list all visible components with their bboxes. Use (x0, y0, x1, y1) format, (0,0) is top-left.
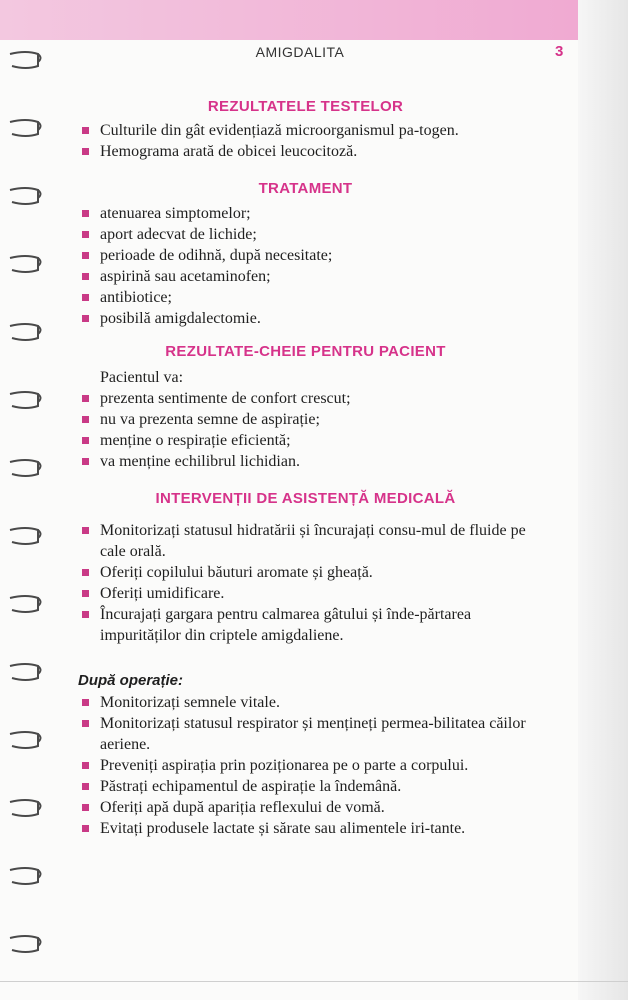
bullet-square-icon (82, 783, 89, 790)
bullet-square-icon (82, 437, 89, 444)
list-item-text: atenuarea simptomelor; (100, 205, 251, 222)
spiral-ring-icon (8, 728, 44, 752)
bullet-square-icon (82, 127, 89, 134)
bullet-square-icon (82, 416, 89, 423)
list-item (78, 818, 533, 839)
header-band (0, 0, 578, 40)
bullet-square-icon (82, 611, 89, 618)
section-title-interventii: INTERVENȚII DE ASISTENȚĂ MEDICALĂ (155, 490, 456, 507)
list-item-text: Hemograma arată de obicei leucocitoză. (100, 143, 358, 160)
list-item-text: Monitorizați statusul hidratării și încurajați consu-mul de fluide pe cale orală. (100, 522, 526, 560)
list-item (78, 430, 533, 451)
list-rezultate-cheie (78, 388, 533, 472)
page-number: 3 (555, 43, 564, 60)
bullet-square-icon (82, 804, 89, 811)
list-item-text: nu va prezenta semne de aspirație; (100, 411, 320, 428)
list-item-text: Păstrați echipamentul de aspirație la îndemână. (100, 778, 402, 795)
bullet-square-icon (82, 527, 89, 534)
page-content (78, 96, 533, 839)
list-item-text: Preveniți aspirația prin poziționarea pe o parte a corpului. (100, 757, 469, 774)
list-item-text: Încurajați gargara pentru calmarea gâtului și înde-părtarea impurităților din criptele amigdaliene. (100, 606, 472, 644)
list-item-text: Monitorizați statusul respirator și mențineți permea-bilitatea căilor aeriene. (100, 715, 526, 753)
bullet-square-icon (82, 762, 89, 769)
spiral-ring-icon (8, 116, 44, 140)
list-item (78, 520, 533, 562)
list-dupa-operatie (78, 692, 533, 839)
list-item (78, 755, 533, 776)
spiral-ring-icon (8, 456, 44, 480)
spiral-ring-icon (8, 660, 44, 684)
section-title-rezultate-cheie: REZULTATE-CHEIE PENTRU PACIENT (165, 343, 446, 360)
list-item-text: va menține echilibrul lichidian. (100, 453, 300, 470)
bullet-square-icon (82, 231, 89, 238)
spiral-ring-icon (8, 864, 44, 888)
spiral-ring-icon (8, 524, 44, 548)
section-title-tratament: TRATAMENT (258, 180, 353, 197)
list-item (78, 562, 533, 583)
bullet-square-icon (82, 699, 89, 706)
bullet-square-icon (82, 720, 89, 727)
list-item (78, 776, 533, 797)
list-item-text: perioade de odihnă, după necesitate; (100, 247, 333, 264)
list-item-text: Oferiți copilului băuturi aromate și gheață. (100, 564, 373, 581)
list-item (78, 203, 533, 224)
spiral-ring-icon (8, 320, 44, 344)
subsection-title-dupa-operatie: După operație: (78, 672, 184, 689)
list-item (78, 245, 533, 266)
section-intro: Pacientul va: (100, 369, 184, 386)
list-item-text: Culturile din gât evidențiază microorganismul pa-togen. (100, 122, 459, 139)
section-title-rezultate-teste: REZULTATELE TESTELOR (207, 98, 404, 115)
list-item-text: prezenta sentimente de confort crescut; (100, 390, 351, 407)
list-item (78, 583, 533, 604)
spiral-binding (0, 40, 52, 960)
list-item (78, 287, 533, 308)
list-item (78, 797, 533, 818)
list-item (78, 604, 533, 646)
spiral-ring-icon (8, 252, 44, 276)
list-item-text: menține o respirație eficientă; (100, 432, 291, 449)
bullet-square-icon (82, 395, 89, 402)
list-item (78, 388, 533, 409)
list-item-text: aspirină sau acetaminofen; (100, 268, 271, 285)
bullet-square-icon (82, 210, 89, 217)
list-item (78, 308, 533, 329)
list-item (78, 266, 533, 287)
bullet-square-icon (82, 148, 89, 155)
list-item (78, 451, 533, 472)
bullet-square-icon (82, 252, 89, 259)
bullet-square-icon (82, 458, 89, 465)
spiral-ring-icon (8, 796, 44, 820)
list-interventii (78, 520, 533, 646)
list-tratament (78, 203, 533, 329)
spiral-ring-icon (8, 48, 44, 72)
list-item-text: Monitorizați semnele vitale. (100, 694, 280, 711)
list-item-text: aport adecvat de lichide; (100, 226, 257, 243)
page-edge-shadow (578, 0, 628, 1000)
list-item (78, 409, 533, 430)
spiral-ring-icon (8, 388, 44, 412)
list-item-text: Oferiți umidificare. (100, 585, 225, 602)
list-item-text: Oferiți apă după apariția reflexului de vomă. (100, 799, 385, 816)
bullet-square-icon (82, 273, 89, 280)
page-bottom-edge (0, 981, 628, 982)
spiral-ring-icon (8, 592, 44, 616)
bullet-square-icon (82, 590, 89, 597)
list-item (78, 713, 533, 755)
bullet-square-icon (82, 294, 89, 301)
list-item-text: posibilă amigdalectomie. (100, 310, 261, 327)
list-item-text: antibiotice; (100, 289, 172, 306)
page-title: AMIGDALITA (255, 44, 345, 60)
spiral-ring-icon (8, 184, 44, 208)
bullet-square-icon (82, 825, 89, 832)
list-item-text: Evitați produsele lactate și sărate sau alimentele iri-tante. (100, 820, 466, 837)
list-item (78, 141, 533, 162)
list-item (78, 224, 533, 245)
spiral-ring-icon (8, 932, 44, 956)
list-item (78, 120, 533, 141)
bullet-square-icon (82, 315, 89, 322)
list-rezultate-teste (78, 120, 533, 162)
bullet-square-icon (82, 569, 89, 576)
list-item (78, 692, 533, 713)
